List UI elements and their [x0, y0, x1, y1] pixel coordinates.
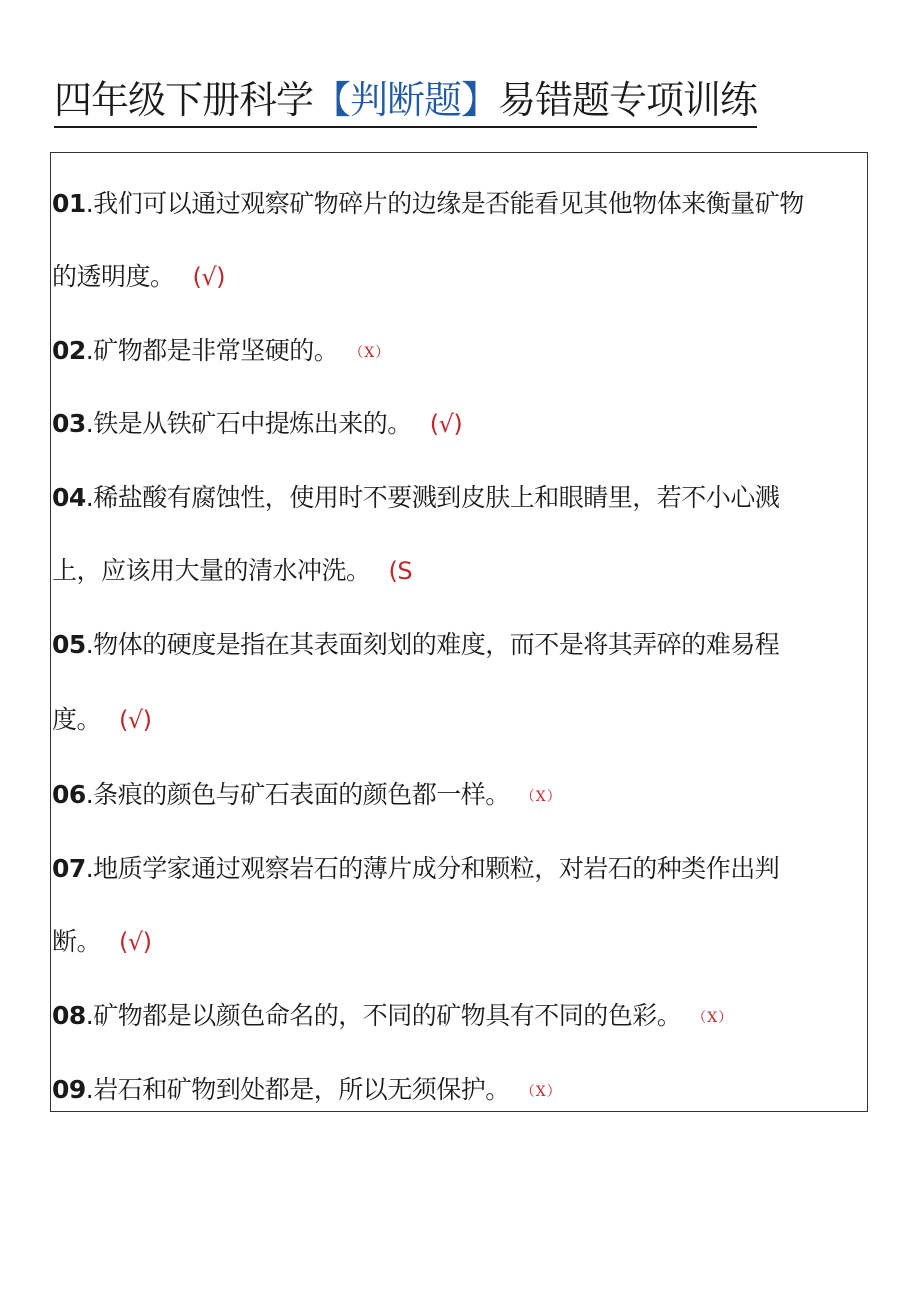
question-04-line-1 — [52, 480, 779, 516]
question-number: 02 — [52, 336, 86, 365]
question-text: .物体的硬度是指在其表面刻划的难度，而不是将其弄碎的难易程 — [85, 630, 780, 659]
question-09 — [52, 1072, 562, 1110]
question-07-line-1 — [52, 851, 779, 887]
question-text: .矿物都是非常坚硬的。 — [85, 336, 339, 365]
question-text: .条痕的颜色与矿石表面的颜色都一样。 — [85, 780, 510, 809]
question-04-line-2 — [52, 553, 412, 589]
question-number: 08 — [52, 1001, 86, 1030]
question-text: .稀盐酸有腐蚀性，使用时不要溅到皮肤上和眼睛里，若不小心溅 — [85, 483, 780, 512]
question-number: 09 — [52, 1075, 86, 1104]
question-text: .我们可以通过观察矿物碎片的边缘是否能看见其他物体来衡量矿物 — [85, 189, 804, 218]
question-06 — [52, 777, 562, 815]
question-02 — [52, 333, 390, 371]
question-text-continued: 断。 — [52, 927, 102, 956]
question-text-continued: 度。 — [52, 705, 102, 734]
answer-mark: （X） — [356, 345, 391, 361]
answer-mark: （X） — [699, 1010, 734, 1026]
question-number: 06 — [52, 780, 86, 809]
question-text-continued: 的透明度。 — [52, 262, 175, 291]
question-number: 03 — [52, 409, 86, 438]
question-text-continued: 上，应该用大量的清水冲洗。 — [52, 556, 371, 585]
question-number: 01 — [52, 189, 86, 218]
question-number: 07 — [52, 854, 86, 883]
question-05-line-2 — [52, 702, 152, 738]
question-text: .矿物都是以颜色命名的，不同的矿物具有不同的色彩。 — [85, 1001, 682, 1030]
title-suffix: 易错题专项训练 — [498, 78, 758, 122]
title-prefix: 四年级下册科学 — [54, 78, 314, 122]
title-highlight: 【判断题】 — [313, 78, 499, 122]
answer-mark: (√) — [119, 706, 152, 734]
question-number: 04 — [52, 483, 86, 512]
answer-mark: (√) — [192, 263, 226, 291]
question-text: .地质学家通过观察岩石的薄片成分和颗粒，对岩石的种类作出判 — [85, 854, 780, 883]
answer-mark: （X） — [527, 1084, 562, 1100]
question-text: .岩石和矿物到处都是，所以无须保护。 — [85, 1075, 510, 1104]
question-01-line-1 — [52, 186, 804, 222]
answer-mark: (S — [388, 557, 413, 585]
question-01-line-2 — [52, 259, 225, 295]
answer-mark: (√) — [119, 928, 152, 956]
answer-mark: (√) — [429, 410, 463, 438]
question-03 — [52, 406, 462, 442]
answer-mark: （X） — [527, 789, 562, 805]
question-text: .铁是从铁矿石中提炼出来的。 — [85, 409, 412, 438]
question-07-line-2 — [52, 924, 152, 960]
question-08 — [52, 998, 733, 1036]
question-number: 05 — [52, 630, 86, 659]
question-05-line-1 — [52, 627, 779, 663]
page-title — [54, 74, 757, 128]
